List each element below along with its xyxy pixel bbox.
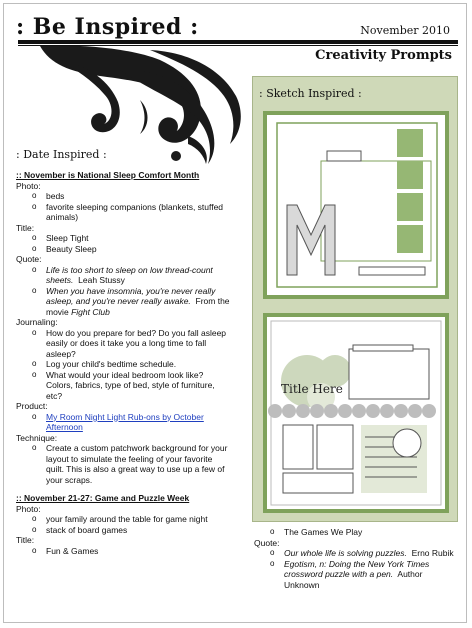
title-list <box>16 233 232 254</box>
technique-label: Technique: <box>16 432 58 443</box>
title-label: Title: <box>16 535 35 545</box>
title-rule-thin <box>18 45 458 46</box>
quote-text: Egotism, n: Doing the New York Times crossword puzzle with a pen. <box>284 558 430 579</box>
quote-label: Quote: <box>254 537 280 548</box>
quote-author: Author Unknown <box>284 569 423 590</box>
list-item: o The Games We Play <box>284 527 460 538</box>
list-item: o beds <box>46 191 232 202</box>
sketch-1-drawing <box>267 115 445 295</box>
technique-list <box>16 443 232 485</box>
date-inspired-content <box>16 170 232 556</box>
list-item: o stack of board games <box>46 525 232 536</box>
list-item: o Log your child's bedtime schedule. <box>46 359 232 370</box>
quote-author: Erno Rubik <box>411 548 454 558</box>
product-link[interactable]: My Room Night Light Rub-ons by October Afternoon <box>46 411 204 432</box>
continued-content <box>254 527 460 590</box>
title-rule <box>18 40 458 44</box>
journaling-label: Journaling: <box>16 317 58 327</box>
list-item: o your family around the table for game night <box>46 514 232 525</box>
list-item: o How do you prepare for bed? Do you fall asleep easily or does it take you a long time to fall asleep? <box>46 328 232 360</box>
quote-list <box>16 265 232 318</box>
quote-label: Quote: <box>16 254 42 264</box>
title-list <box>254 527 460 538</box>
sketch-inspired-heading: : Sketch Inspired : <box>259 87 362 100</box>
quote-text: Life is too short to sleep on low thread-count sheets. <box>46 264 213 285</box>
list-item <box>284 559 460 591</box>
list-item: o favorite sleeping companions (blankets, stuffed animals) <box>46 202 232 223</box>
list-item: o What would your ideal bedroom look like? Colors, fabrics, type of bed, style of furniture, etc? <box>46 370 232 402</box>
sketch-title-text: Title Here <box>281 382 343 396</box>
photo-label: Photo: <box>16 180 41 191</box>
list-item: o Sleep Tight <box>46 233 232 244</box>
list-item: o Fun & Games <box>46 546 232 557</box>
quote-text: When you have insomnia, you're never really asleep, and you're never really awake. <box>46 285 216 306</box>
sketch-2-drawing <box>267 317 445 509</box>
product-list <box>16 412 232 433</box>
movie-title: Fight Club <box>71 306 110 317</box>
list-item <box>46 265 232 286</box>
list-item <box>46 286 232 318</box>
topic-title: :: November 21-27: Game and Puzzle Week <box>16 493 190 503</box>
quote-list <box>254 548 460 590</box>
sketch-layout-1 <box>263 111 449 299</box>
list-item <box>46 412 232 433</box>
title-list <box>16 546 232 557</box>
quote-text: Our whole life is solving puzzles. <box>284 548 407 558</box>
journaling-list <box>16 328 232 402</box>
list-item: o Create a custom patchwork background for your layout to simulate the feeling of your favorite quilt. This is also a great way to use up a few of your scraps. <box>46 443 232 485</box>
photo-list <box>16 191 232 223</box>
topic-title: :: November is National Sleep Comfort Month <box>16 170 200 180</box>
photo-label: Photo: <box>16 503 41 514</box>
photo-list <box>16 514 232 535</box>
sketch-layout-2 <box>263 313 449 513</box>
product-label: Product: <box>16 401 48 411</box>
list-item: o Beauty Sleep <box>46 244 232 255</box>
page-title: : Be Inspired : <box>16 14 199 40</box>
date-inspired-heading: : Date Inspired : <box>16 148 107 161</box>
title-label: Title: <box>16 222 35 233</box>
quote-author: Leah Stussy <box>78 275 125 285</box>
quote-source: From the movie <box>46 296 230 317</box>
page-subtitle: Creativity Prompts <box>315 48 452 63</box>
sketch-panel <box>252 76 458 522</box>
list-item <box>284 548 460 559</box>
issue-date: November 2010 <box>360 24 450 37</box>
